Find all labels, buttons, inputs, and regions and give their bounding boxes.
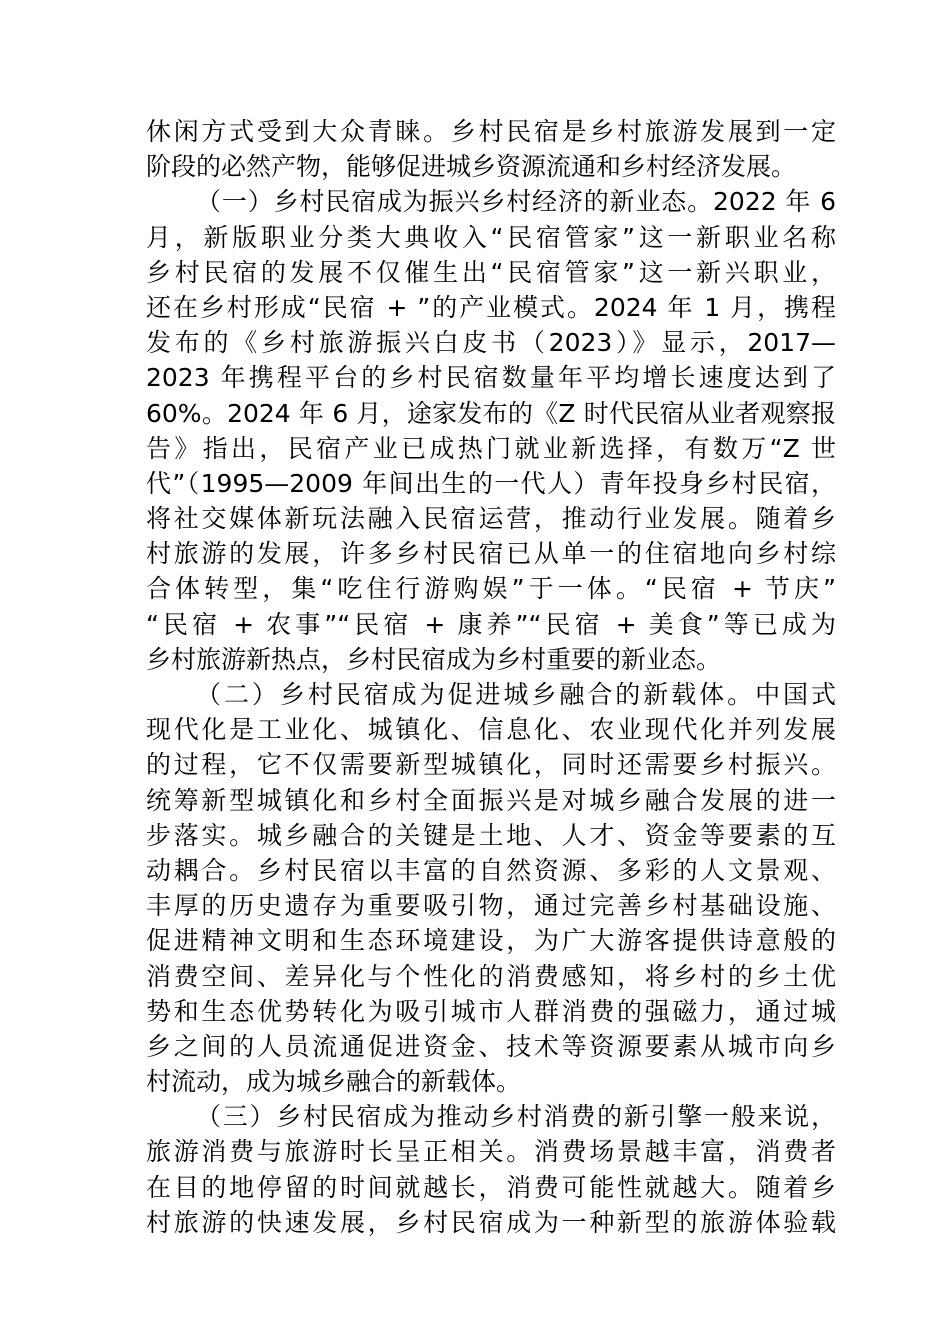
- paragraph: [146, 184, 836, 677]
- paragraph: [146, 677, 836, 1099]
- text-line: 代”（1995—2009 年间出生的一代人）青年投身乡村民宿，: [146, 468, 836, 498]
- text-line: 乡村旅游新热点，乡村民宿成为乡村重要的新业态。: [146, 644, 722, 674]
- text-line: 步落实。城乡融合的关键是土地、人才、资金等要素的互: [146, 820, 836, 850]
- text-line: 还在乡村形成“民宿 + ”的产业模式。2024 年 1 月，携程: [146, 292, 836, 322]
- text-line: 村流动，成为城乡融合的新载体。: [146, 1067, 522, 1097]
- text-line: 阶段的必然产物，能够促进城乡资源流通和乡村经济发展。: [146, 152, 797, 182]
- text-line: 乡之间的人员流通促进资金、技术等资源要素从城市向乡: [146, 1031, 836, 1061]
- document-body: [146, 114, 836, 1240]
- text-line: 将社交媒体新玩法融入民宿运营，推动行业发展。随着乡: [146, 504, 836, 534]
- text-line: 告》指出，民宿产业已成热门就业新选择，有数万“Z 世: [146, 433, 836, 463]
- text-line: 休闲方式受到大众青睐。乡村民宿是乡村旅游发展到一定: [146, 117, 836, 146]
- text-line: 促进精神文明和生态环境建设，为广大游客提供诗意般的: [146, 926, 836, 956]
- text-line: 乡村民宿的发展不仅催生出“民宿管家”这一新兴职业，: [146, 257, 836, 287]
- paragraph: [146, 114, 836, 184]
- text-line: 在目的地停留的时间就越长，消费可能性就越大。随着乡: [146, 1172, 836, 1202]
- text-line: 村旅游的快速发展，乡村民宿成为一种新型的旅游体验载: [146, 1207, 836, 1237]
- text-line: 的过程，它不仅需要新型城镇化，同时还需要乡村振兴。: [146, 750, 836, 780]
- text-line: 2023 年携程平台的乡村民宿数量年平均增长速度达到了: [146, 363, 836, 393]
- text-line: 消费空间、差异化与个性化的消费感知，将乡村的乡土优: [146, 961, 836, 991]
- text-line: 丰厚的历史遗存为重要吸引物，通过完善乡村基础设施、: [146, 891, 836, 921]
- text-line: （一）乡村民宿成为振兴乡村经济的新业态。2022 年 6: [196, 187, 836, 217]
- paragraph: [146, 1099, 836, 1240]
- text-line: 合体转型，集“吃住行游购娱”于一体。“民宿 + 节庆”: [146, 574, 836, 604]
- text-line: （二）乡村民宿成为促进城乡融合的新载体。中国式: [196, 680, 836, 709]
- text-line: 现代化是工业化、城镇化、信息化、农业现代化并列发展: [146, 715, 836, 745]
- text-line: 月，新版职业分类大典收入“民宿管家”这一新职业名称: [146, 222, 836, 252]
- text-line: 60%。2024 年 6 月，途家发布的《Z 时代民宿从业者观察报: [146, 398, 836, 428]
- text-line: 旅游消费与旅游时长呈正相关。消费场景越丰富，消费者: [146, 1137, 836, 1167]
- text-line: 村旅游的发展，许多乡村民宿已从单一的住宿地向乡村综: [146, 539, 836, 569]
- text-line: “民宿 + 农事”“民宿 + 康养”“民宿 + 美食”等已成为: [146, 609, 836, 639]
- text-line: 动耦合。乡村民宿以丰富的自然资源、多彩的人文景观、: [146, 855, 836, 885]
- text-line: 势和生态优势转化为吸引城市人群消费的强磁力，通过城: [146, 996, 836, 1026]
- text-line: 统筹新型城镇化和乡村全面振兴是对城乡融合发展的进一: [146, 785, 836, 815]
- text-line: 发布的《乡村旅游振兴白皮书（2023）》显示，2017—: [146, 328, 836, 358]
- text-line: （三）乡村民宿成为推动乡村消费的新引擎一般来说，: [196, 1102, 836, 1132]
